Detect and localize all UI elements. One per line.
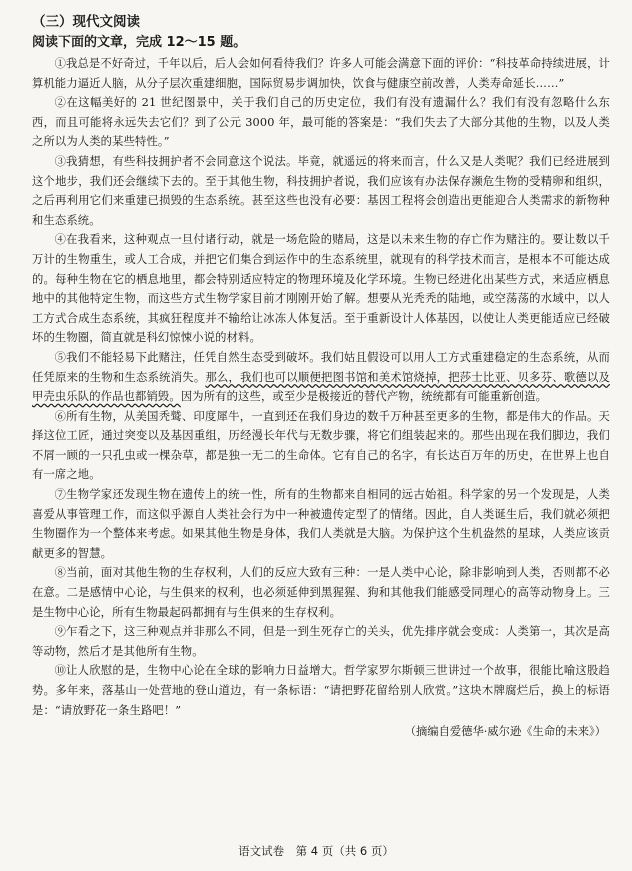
section-title: （三）现代文阅读	[32, 14, 140, 30]
paragraph-9: ⑨乍看之下，这三种观点并非那么不同，但是一到生死存亡的关头，优先排序就会变成：人类第一，其次是高等动物，然后才是其他所有生物。	[32, 625, 610, 658]
paragraph-5-end: 因为所有的这些，或至少是极接近的替代产物，统统都有可能重新创造。	[180, 390, 548, 404]
paragraph-3: ③我猜想，有些科技拥护者不会同意这个说法。毕竟，就遥远的将来而言，什么又是人类呢？我们已经进展到这个地步，我们还会继续下去的。至于其他生物，科技拥护者说，我们应该有办法保存濒危生物的受精卵和组织，之后再利用它们来重建已损毁的生态系统。甚至这些也没有必要：基因工程将会创造出更能迎合人类需求的新物种和生态系统。	[32, 154, 610, 227]
paragraph-8: ⑧当前，面对其他生物的生存权利，人们的反应大致有三种：一是人类中心论，除非影响到人类，否则都不必在意。二是感情中心论，与生俱来的权利，也必须延伸到黑猩猩、狗和其他我们能感受同理心的高等动物身上。三是生物中心论，所有生物最起码都拥有与生俱来的生存权利。	[32, 566, 610, 619]
reading-instruction: 阅读下面的文章，完成 12～15 题。	[32, 35, 247, 50]
source-citation: （摘编自爱德华·威尔逊《生命的未来》）	[404, 725, 606, 739]
paragraph-1: ①我总是不好奇过，千年以后，后人会如何看待我们？许多人可能会满意下面的评价：“科技革命持续进展，计算机能力逼近人脑，从分子层次重建细胞，国际贸易步调加快，饮食与健康空前改善，人类寿命延长……”	[32, 57, 610, 90]
paragraph-7: ⑦生物学家还发现生物在遗传上的统一性，所有的生物都来自相同的远古始祖。科学家的另一个发现是，人类喜爱从事管理工作，而这似乎源自人类社会行为中一种被遗传定型了的情绪。因此，自人类诞生后，我们就必须把生物圈作为一个整体来考虑。如果其他生物是身体，我们人类就是大脑。为保护这个生机盎然的星球，人类应该贡献更多的智慧。	[32, 488, 610, 560]
paragraph-5-start: ⑤我们不能轻易下此赌注，任凭自然生态受到破坏。我们姑且假设可以用人工方式重建稳定的生态系统，从而任凭原来的生物和生态系统消失。	[32, 350, 610, 384]
paragraph-5	[32, 348, 610, 407]
paragraph-2: ②在这幅美好的 21 世纪图景中，关于我们自己的历史定位，我们有没有遗漏什么？我们有没有忽略什么东西，而且可能将永远失去它们？到了公元 3000 年，最可能的答案是：“我们失去了大部分其他的生物，以及人类之所以为人类的某些特性。”	[32, 96, 610, 149]
paragraph-4: ④在我看来，这种观点一旦付诸行动，就是一场危险的赌局，这是以未来生物的存亡作为赌注的。要让数以千万计的生物重生，或人工合成，并把它们集合到运作中的生态系统里，就现有的科学技术而言，是根本不可能达成的。每种生物在它的栖息地里，都会特别适应特定的物理环境及化学环境。生物已经进化出某些方式，来适应栖息地中的其他特定生物，而这些方式生物学家目前才刚刚开始了解。想要从光秃秃的陆地，或空荡荡的水域中，以人工方式合成生态系统，其疯狂程度并不输给让冰冻人体复活。至于重新设计人体基因，以使让人类更能适应已经破坏的生物圈，简直就是科幻惊悚小说的材料。	[32, 233, 610, 345]
paragraph-6: ⑥所有生物，从美国秃鹫、印度犀牛，一直到还在我们身边的数千万种甚至更多的生物，都是伟大的作品。天择这位工匠，通过突变以及基因重组，历经漫长年代与无数步骤，将它们组装起来的。那些出现在我们脚边，我们不屑一顾的一只孔虫或一棵杂草，都是独一无二的生命体。它有自己的名字，有长达百万年的历史，在世界上也自有一席之地。	[32, 409, 610, 482]
wavy-underlined-sentence: 那么，我们也可以顺便把图书馆和美术馆烧掉，把莎士比亚、贝多芬、歌德以及甲壳虫乐队的作品也都销毁。	[32, 370, 610, 404]
paragraph-10: ⑩让人欣慰的是，生物中心论在全球的影响力日益增大。哲学家罗尔斯顿三世讲过一个故事，很能比喻这股趋势。多年来，落基山一处营地的登山道边，有一条标语：“请把野花留给别人欣赏。”这块木牌腐烂后，换上的标语是：“请放野花一条生路吧！”	[32, 664, 610, 717]
page-footer: 语文试卷 第 4 页（共 6 页）	[238, 844, 394, 858]
document-page	[32, 12, 610, 742]
